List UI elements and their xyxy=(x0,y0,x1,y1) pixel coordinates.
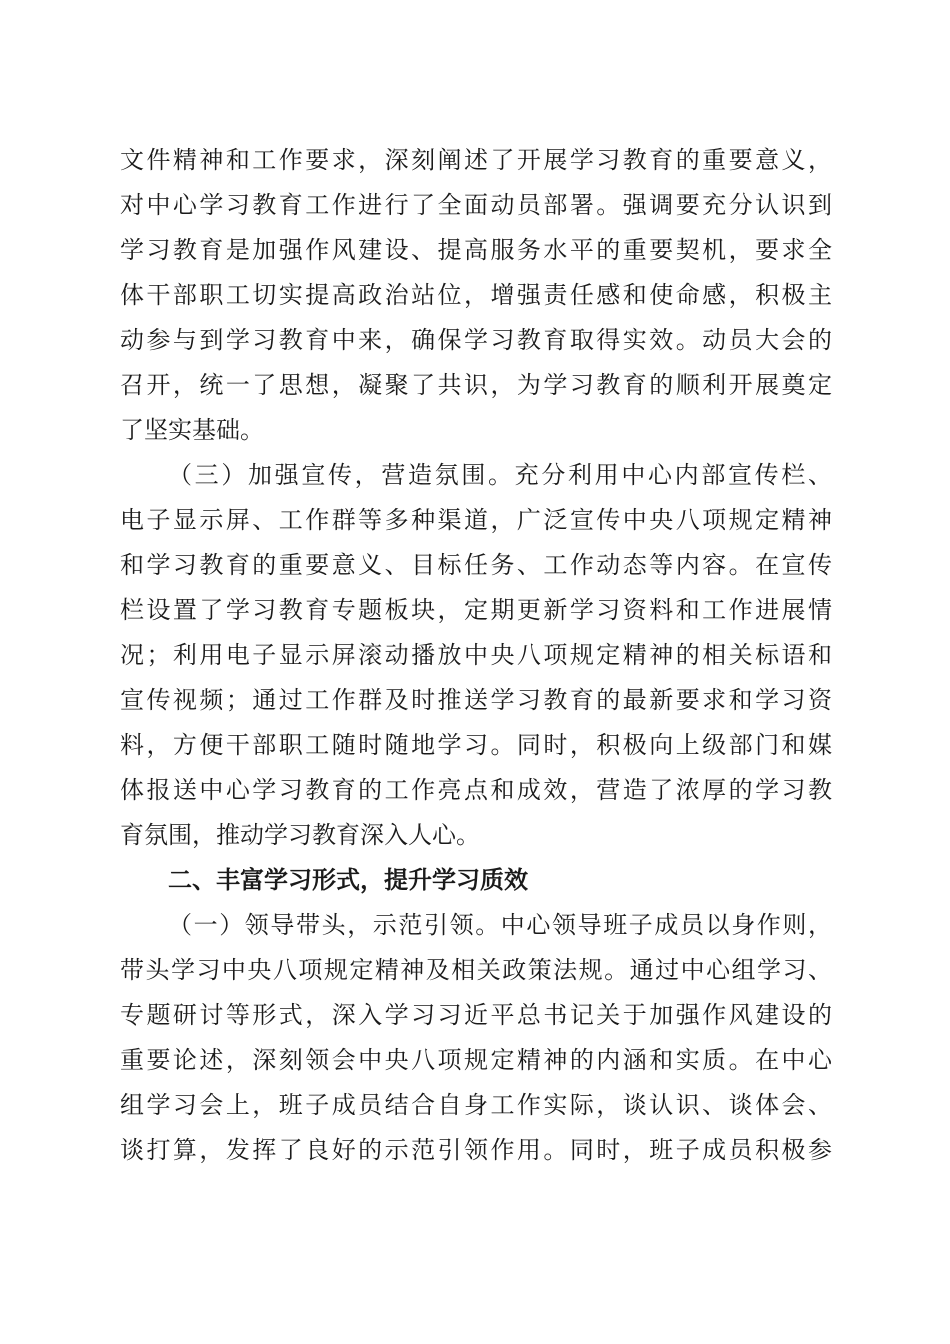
text-line: 体报送中心学习教育的工作亮点和成效，营造了浓厚的学习教 xyxy=(120,776,832,804)
text-line: 电子显示屏、工作群等多种渠道，广泛宣传中央八项规定精神 xyxy=(120,506,832,534)
text-line: 学习教育是加强作风建设、提高服务水平的重要契机，要求全 xyxy=(120,236,832,264)
text-line: 体干部职工切实提高政治站位，增强责任感和使命感，积极主 xyxy=(120,281,832,309)
text-line: 对中心学习教育工作进行了全面动员部署。强调要充分认识到 xyxy=(120,191,832,219)
paragraph-leadership xyxy=(120,903,832,1173)
text-line: 了坚实基础。 xyxy=(120,416,264,444)
paragraph-mobilization-meeting xyxy=(120,138,832,453)
text-line: 况；利用电子显示屏滚动播放中央八项规定精神的相关标语和 xyxy=(120,641,832,669)
text-line: 重要论述，深刻领会中央八项规定精神的内涵和实质。在中心 xyxy=(120,1046,832,1074)
text-line: 文件精神和工作要求，深刻阐述了开展学习教育的重要意义， xyxy=(120,146,832,174)
text-line: 谈打算，发挥了良好的示范引领作用。同时，班子成员积极参 xyxy=(120,1136,832,1164)
document-body xyxy=(120,138,832,1173)
text-line: 和学习教育的重要意义、目标任务、工作动态等内容。在宣传 xyxy=(120,551,832,579)
text-line: 召开，统一了思想，凝聚了共识，为学习教育的顺利开展奠定 xyxy=(120,371,832,399)
text-line: 育氛围，推动学习教育深入人心。 xyxy=(120,821,480,849)
section-heading: 二、丰富学习形式，提升学习质效 xyxy=(168,866,528,894)
text-line: 带头学习中央八项规定精神及相关政策法规。通过中心组学习、 xyxy=(120,956,832,984)
text-line: 料，方便干部职工随时随地学习。同时，积极向上级部门和媒 xyxy=(120,731,832,759)
text-line: 专题研讨等形式，深入学习习近平总书记关于加强作风建设的 xyxy=(120,1001,832,1029)
text-line: （三）加强宣传，营造氛围。充分利用中心内部宣传栏、 xyxy=(168,461,832,489)
text-line: 组学习会上，班子成员结合自身工作实际，谈认识、谈体会、 xyxy=(120,1091,832,1119)
text-line: （一）领导带头，示范引领。中心领导班子成员以身作则， xyxy=(168,911,832,939)
paragraph-publicity xyxy=(120,453,832,858)
text-line: 宣传视频；通过工作群及时推送学习教育的最新要求和学习资 xyxy=(120,686,832,714)
text-line: 动参与到学习教育中来，确保学习教育取得实效。动员大会的 xyxy=(120,326,832,354)
text-line: 栏设置了学习教育专题板块，定期更新学习资料和工作进展情 xyxy=(120,596,832,624)
